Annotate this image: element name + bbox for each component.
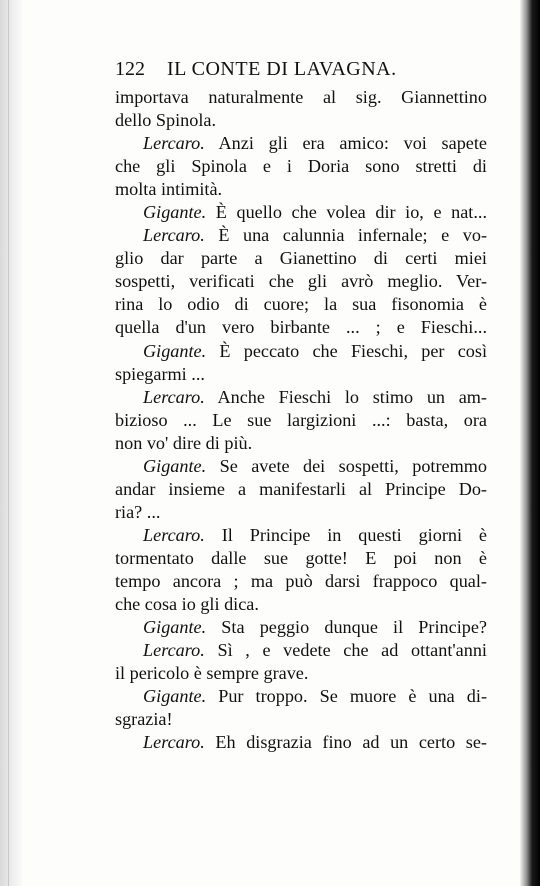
text-line [115, 109, 487, 132]
line-text: Sì , e vedete che ad ottant'anni [204, 640, 487, 661]
line-text: spiegarmi ... [115, 363, 205, 384]
speaker-name: Gigante. [143, 617, 207, 638]
text-line [115, 178, 487, 201]
line-text: dello Spinola. [115, 110, 217, 131]
running-title: IL CONTE DI LAVAGNA. [167, 58, 397, 80]
line-text: Se avete dei sospetti, potremmo [206, 455, 487, 476]
line-text: tempo ancora ; ma può darsi frappoco qual- [115, 570, 487, 591]
line-text: Pur troppo. Se muore è una di- [206, 686, 487, 707]
text-line [115, 86, 487, 109]
line-text: non vo' dire di più. [115, 432, 253, 453]
line-text: andar insieme a manifestarli al Principe Do- [115, 478, 487, 499]
line-text: sgrazia! [115, 709, 173, 730]
line-text: Anzi gli era amico: voi sapete [204, 133, 487, 154]
text-line [115, 316, 487, 339]
speaker-name: Lercaro. [143, 225, 205, 246]
line-text: rina lo odio di cuore; la sua fisonomia è [115, 294, 487, 315]
text-line [115, 616, 487, 639]
line-text: importava naturalmente al sig. Giannettino [115, 87, 487, 107]
text-line [115, 639, 487, 662]
text-line [115, 270, 487, 293]
text-line [115, 662, 487, 685]
line-text: molta intimità. [115, 179, 223, 200]
line-text: quella d'un vero birbante ... ; e Fieschi... [115, 317, 487, 338]
text-line [115, 455, 487, 478]
line-text: glio dar parte a Gianettino di certi miei [115, 248, 487, 269]
speaker-name: Gigante. [143, 686, 207, 707]
text-line [115, 432, 487, 455]
text-line [115, 340, 487, 363]
speaker-name: Lercaro. [143, 640, 205, 661]
running-head [115, 58, 397, 88]
speaker-name: Gigante. [143, 340, 207, 361]
line-text: Sta peggio dunque il Principe? [206, 617, 487, 638]
line-text: ria? ... [115, 501, 161, 522]
line-text: È una calunnia infernale; e vo- [204, 225, 487, 246]
page-number: 122 [115, 58, 145, 80]
speaker-name: Gigante. [143, 455, 207, 476]
text-line [115, 570, 487, 593]
line-text: tormentato dalle sue gotte! E poi non è [115, 547, 487, 568]
speaker-name: Lercaro. [143, 524, 205, 545]
text-line [115, 386, 487, 409]
line-text: che gli Spinola e i Doria sono stretti di [115, 156, 487, 177]
page-edge-shadow [520, 0, 540, 886]
line-text: È quello che volea dir io, e nat... [206, 202, 487, 223]
speaker-name: Lercaro. [143, 133, 205, 154]
text-line [115, 409, 487, 432]
text-line [115, 132, 487, 155]
text-line [115, 501, 487, 524]
speaker-name: Gigante. [143, 202, 207, 223]
line-text: Eh disgrazia fino ad un certo se- [204, 732, 487, 753]
text-line [115, 685, 487, 708]
text-line [115, 224, 487, 247]
text-line [115, 524, 487, 547]
line-text: Anche Fieschi lo stimo un am- [204, 386, 487, 407]
line-text: che cosa io gli dica. [115, 594, 259, 615]
dialogue-text [115, 86, 487, 754]
text-line [115, 478, 487, 501]
line-text: sospetti, verificati che gli avrò meglio. Ver- [115, 271, 487, 292]
text-line [115, 247, 487, 270]
line-text: Il Principe in questi giorni è [204, 524, 487, 545]
text-line [115, 593, 487, 616]
text-line [115, 155, 487, 178]
text-line [115, 363, 487, 386]
gutter-line [8, 0, 9, 886]
line-text: il pericolo è sempre grave. [115, 663, 309, 684]
speaker-name: Lercaro. [143, 386, 205, 407]
page-gutter [0, 0, 22, 886]
text-line [115, 708, 487, 731]
text-line [115, 201, 487, 224]
text-line [115, 293, 487, 316]
speaker-name: Lercaro. [143, 732, 205, 753]
text-line [115, 731, 487, 754]
line-text: bizioso ... Le sue largizioni ...: basta, ora [115, 409, 487, 430]
text-line [115, 547, 487, 570]
line-text: È peccato che Fieschi, per così [206, 340, 487, 361]
